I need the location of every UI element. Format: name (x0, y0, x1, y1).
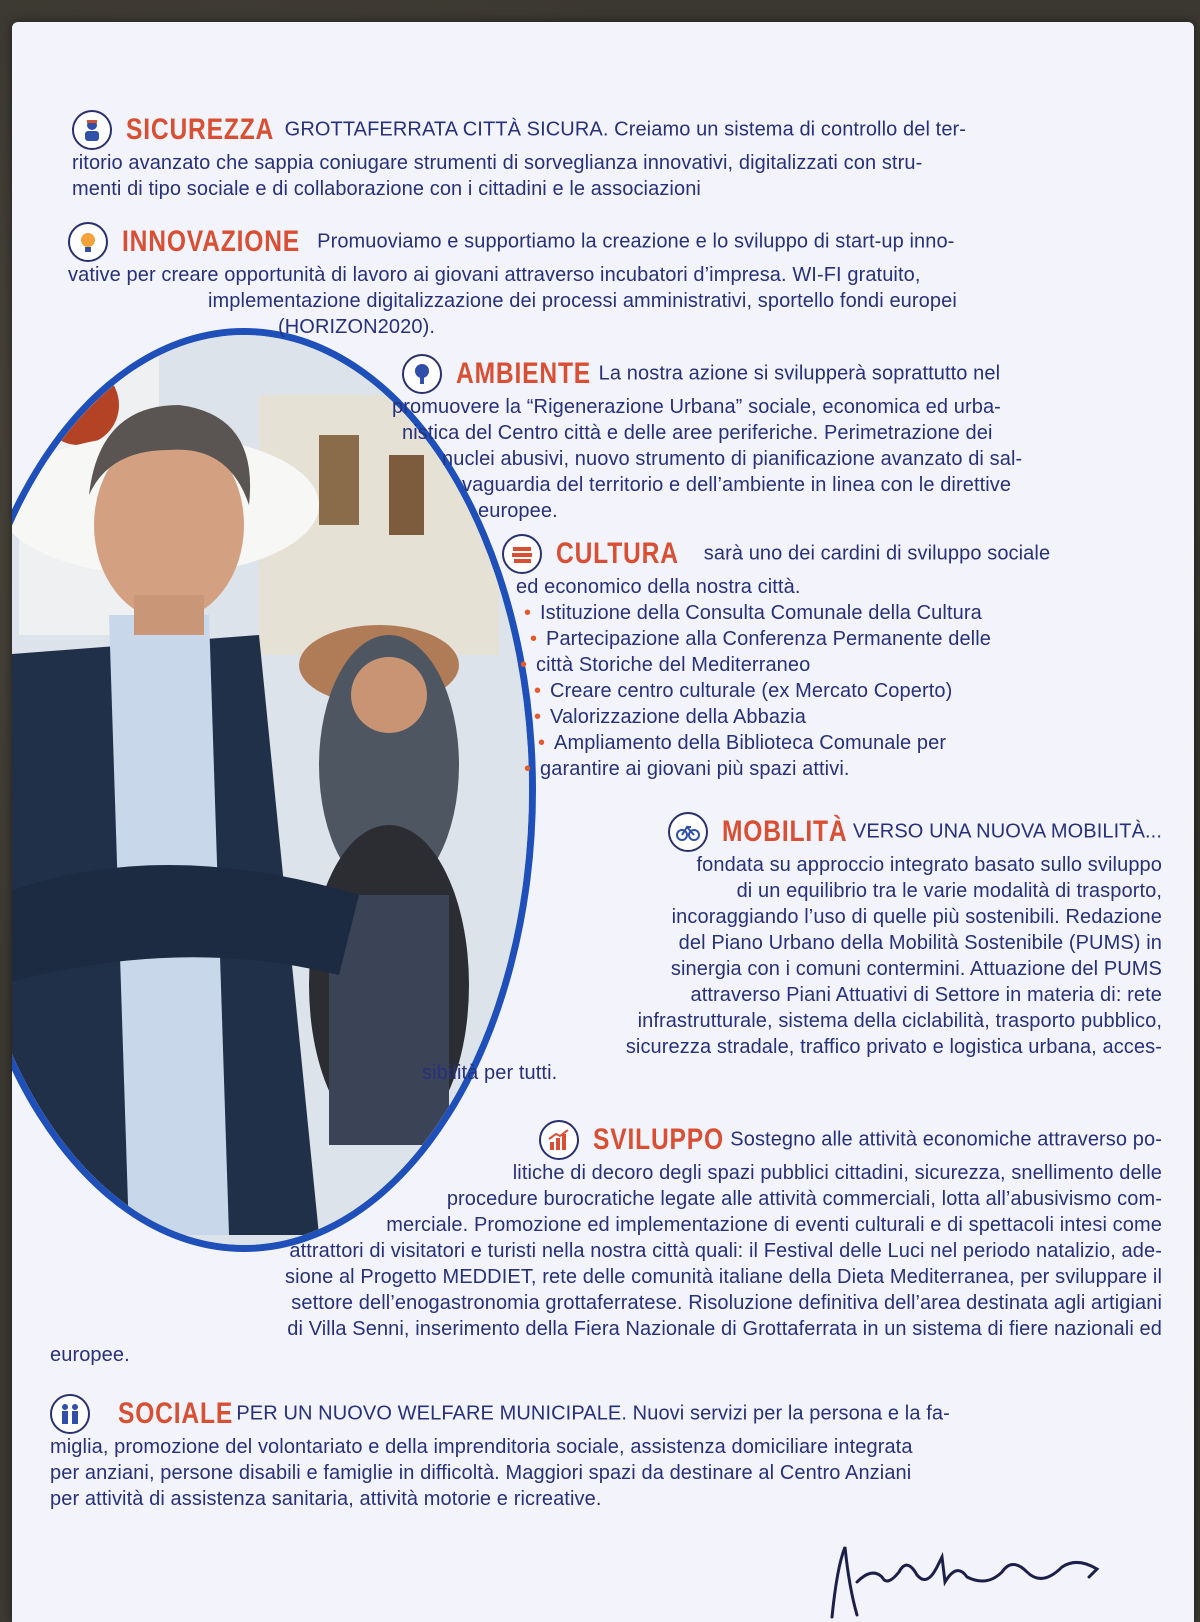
mobilita-line-9: sicurezza stradale, traffico privato e logistica urbana, acces- (625, 1036, 1162, 1058)
sviluppo-line-6: sione al Progetto MEDDIET, rete delle comunità italiane della Dieta Mediterranea, per sviluppare il (284, 1266, 1162, 1288)
handwritten-signature (827, 1527, 1127, 1622)
section-ambiente (392, 354, 1167, 524)
section-innovazione (68, 222, 1163, 340)
section-sicurezza (72, 110, 1162, 202)
bicycle-icon (668, 812, 708, 852)
list-item-continuation: • garantire ai giovani più spazi attivi. (524, 756, 1162, 782)
sviluppo-line-2: litiche di decoro degli spazi pubblici cittadini, sicurezza, snellimento delle (512, 1162, 1162, 1184)
mobilita-line-3: di un equilibrio tra le varie modalità di trasporto, (736, 880, 1162, 902)
sviluppo-line-5: attrattori di visitatori e turisti nella nostra città quali: il Festival delle Luci nel periodo natalizio, ade- (289, 1240, 1162, 1262)
innovazione-line-3: implementazione digitalizzazione dei processi amministrativi, sportello fondi europei (208, 290, 957, 312)
mobilita-line-4: incoraggiando l’uso di quelle più sostenibili. Redazione (671, 906, 1162, 928)
section-sviluppo (50, 1120, 1162, 1368)
mobilita-title: MOBILITÀ (721, 815, 848, 848)
section-cultura (502, 534, 1162, 782)
books-icon (502, 534, 542, 574)
sicurezza-line-3: menti di tipo sociale e di collaborazione con i cittadini e le associazioni (72, 178, 701, 200)
ambiente-line-5: vaguardia del territorio e dell’ambiente in linea con le direttive (462, 474, 1012, 496)
list-item: • Valorizzazione della Abbazia (534, 704, 1162, 730)
growth-chart-icon (539, 1120, 579, 1160)
sviluppo-line-8: di Villa Senni, inserimento della Fiera Nazionale di Grottaferrata in un sistema di fiere nazionali ed (287, 1318, 1162, 1340)
mobilita-line-5: del Piano Urbano della Mobilità Sostenibile (PUMS) in (678, 932, 1162, 954)
sviluppo-line-9: europee. (50, 1344, 130, 1366)
innovazione-line-2: vative per creare opportunità di lavoro ai giovani attraverso incubatori d’impresa. WI-FI gratuito, (68, 264, 921, 286)
list-item-continuation: • città Storiche del Mediterraneo (520, 652, 1162, 678)
sviluppo-title: SVILUPPO (592, 1123, 724, 1156)
ambiente-line-4: nuclei abusivi, nuovo strumento di pianificazione avanzato di sal- (442, 448, 1023, 470)
innovazione-title: INNOVAZIONE (122, 225, 301, 258)
list-item: • Creare centro culturale (ex Mercato Coperto) (534, 678, 1162, 704)
cultura-bullet-list (502, 600, 1162, 782)
sociale-line-1: PER UN NUOVO WELFARE MUNICIPALE. Nuovi servizi per la persona e la fa- (236, 1402, 950, 1425)
sicurezza-line-2: ritorio avanzato che sappia coniugare strumenti di sorveglianza innovativi, digitalizzati con stru- (72, 152, 923, 174)
people-icon (50, 1394, 90, 1434)
cultura-title: CULTURA (556, 537, 679, 570)
ambiente-title: AMBIENTE (456, 357, 592, 390)
ambiente-line-6: europee. (478, 500, 558, 522)
ambiente-line-1: La nostra azione si svilupperà soprattutto nel (598, 362, 1001, 385)
flyer-page (12, 22, 1194, 1622)
sicurezza-line-1: GROTTAFERRATA CITTÀ SICURA. Creiamo un sistema di controllo del ter- (284, 118, 967, 141)
mobilita-line-7: attraverso Piani Attuativi di Settore in materia di: rete (690, 984, 1162, 1006)
sociale-title: SOCIALE (118, 1397, 234, 1430)
sociale-line-2: miglia, promozione del volontariato e della imprenditoria sociale, assistenza domiciliare integrata (50, 1436, 913, 1458)
mobilita-line-2: fondata su approccio integrato basato sullo sviluppo (696, 854, 1162, 876)
sviluppo-line-3: procedure burocratiche legate alle attività commerciali, lotta all’abusivismo com- (446, 1188, 1162, 1210)
ambiente-line-2: promuovere la “Rigenerazione Urbana” sociale, economica ed urba- (392, 396, 1001, 418)
list-item: • Ampliamento della Biblioteca Comunale per (538, 730, 1162, 756)
innovazione-line-1: Promuoviamo e supportiamo la creazione e lo sviluppo di start-up inno- (317, 230, 955, 253)
mobilita-line-1: VERSO UNA NUOVA MOBILITÀ... (852, 820, 1162, 843)
mobilita-line-6: sinergia con i comuni contermini. Attuazione del PUMS (670, 958, 1162, 980)
sviluppo-line-1: Sostegno alle attività economiche attraverso po- (730, 1128, 1162, 1151)
section-sociale (50, 1394, 1162, 1512)
mobilita-line-8: infrastrutturale, sistema della ciclabilità, trasporto pubblico, (637, 1010, 1162, 1032)
list-item: • Partecipazione alla Conferenza Permanente delle (530, 626, 1162, 652)
lightbulb-icon (68, 222, 108, 262)
sociale-line-3: per anziani, persone disabili e famiglie in difficoltà. Maggiori spazi da destinare al Centro Anziani (50, 1462, 912, 1484)
sviluppo-line-7: settore dell’enogastronomia grottaferratese. Risoluzione definitiva dell’area destinata agli artigiani (291, 1292, 1162, 1314)
innovazione-line-4: (HORIZON2020). (278, 316, 435, 338)
tree-icon (402, 354, 442, 394)
section-mobilita (422, 812, 1162, 1086)
mobilita-line-10: sibilità per tutti. (422, 1062, 558, 1084)
police-officer-icon (72, 110, 112, 150)
ambiente-line-3: nistica del Centro città e delle aree periferiche. Perimetrazione dei (402, 422, 993, 444)
sviluppo-line-4: merciale. Promozione ed implementazione di eventi culturali e di spettacoli intesi come (386, 1214, 1162, 1236)
cultura-line-1: sarà uno dei cardini di sviluppo sociale (703, 542, 1051, 565)
cultura-line-2: ed economico della nostra città. (516, 576, 801, 598)
sociale-line-4: per attività di assistenza sanitaria, attività motorie e ricreative. (50, 1488, 602, 1510)
list-item: • Istituzione della Consulta Comunale della Cultura (524, 600, 1162, 626)
sicurezza-title: SICUREZZA (126, 113, 275, 146)
